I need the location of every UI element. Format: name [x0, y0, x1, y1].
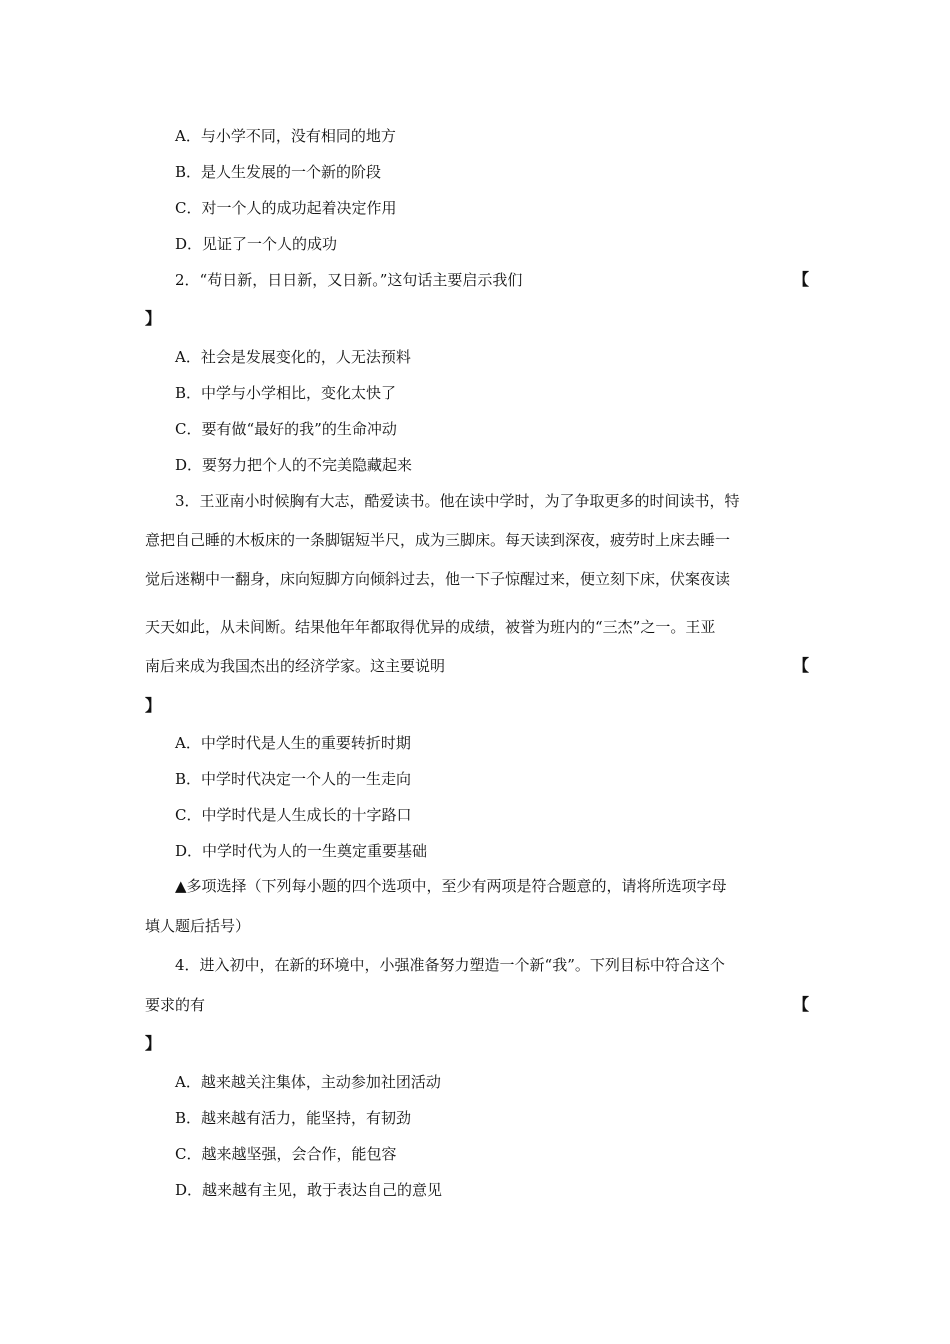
section-instruction-line-2: 填人题后括号）	[145, 917, 251, 935]
q3-stem-line-2: 意把自己睡的木板床的一条脚锯短半尺，成为三脚床。每天读到深夜，疲劳时上床去睡一	[145, 531, 731, 549]
q2-option-c: C．要有做“最好的我”的生命冲动	[175, 420, 397, 438]
q3-answer-bracket-open: 【	[793, 656, 810, 675]
section-instruction-line-1: ▲多项选择（下列每小题的四个选项中，至少有两项是符合题意的，请将所选项字母	[175, 877, 727, 895]
q4-stem-line-1: 4．进入初中，在新的环境中，小强准备努力塑造一个新“我”。下列目标中符合这个	[175, 956, 725, 974]
q2-option-a: A．社会是发展变化的，人无法预料	[175, 348, 411, 366]
q4-answer-bracket-close: 】	[145, 1034, 162, 1053]
q4-option-c: C．越来越坚强，会合作，能包容	[175, 1145, 397, 1163]
q2-answer-bracket-close: 】	[145, 309, 162, 328]
q1-option-a: A．与小学不同，没有相同的地方	[175, 127, 396, 145]
q3-stem-line-3: 觉后迷糊中一翻身，床向短脚方向倾斜过去，他一下子惊醒过来，便立刻下床，伏案夜读	[145, 570, 731, 588]
q2-option-b: B．中学与小学相比，变化太快了	[175, 384, 397, 402]
q3-option-b: B．中学时代决定一个人的一生走向	[175, 770, 412, 788]
q4-option-a: A．越来越关注集体，主动参加社团活动	[175, 1073, 441, 1091]
q2-stem: 2．“苟日新，日日新，又日新。”这句话主要启示我们	[175, 271, 523, 289]
q4-stem-line-2: 要求的有	[145, 996, 206, 1014]
q1-option-d: D．见证了一个人的成功	[175, 235, 338, 253]
q1-option-c: C．对一个人的成功起着决定作用	[175, 199, 397, 217]
q3-answer-bracket-close: 】	[145, 696, 162, 715]
q3-option-a: A．中学时代是人生的重要转折时期	[175, 734, 411, 752]
q3-option-c: C．中学时代是人生成长的十字路口	[175, 806, 412, 824]
q4-answer-bracket-open: 【	[793, 995, 810, 1014]
q3-stem-line-5: 南后来成为我国杰出的经济学家。这主要说明	[145, 657, 446, 675]
q2-option-d: D．要努力把个人的不完美隐藏起来	[175, 456, 413, 474]
q4-option-b: B．越来越有活力，能坚持，有韧劲	[175, 1109, 412, 1127]
q3-option-d: D．中学时代为人的一生奠定重要基础	[175, 842, 428, 860]
q3-stem-line-1: 3．王亚南小时候胸有大志，酷爱读书。他在读中学时，为了争取更多的时间读书，特	[175, 492, 740, 510]
q3-stem-line-4: 天天如此，从未间断。结果他年年都取得优异的成绩，被誉为班内的“三杰”之一。王亚	[145, 618, 716, 636]
q4-option-d: D．越来越有主见，敢于表达自己的意见	[175, 1181, 443, 1199]
q2-answer-bracket-open: 【	[793, 270, 810, 289]
q1-option-b: B．是人生发展的一个新的阶段	[175, 163, 382, 181]
